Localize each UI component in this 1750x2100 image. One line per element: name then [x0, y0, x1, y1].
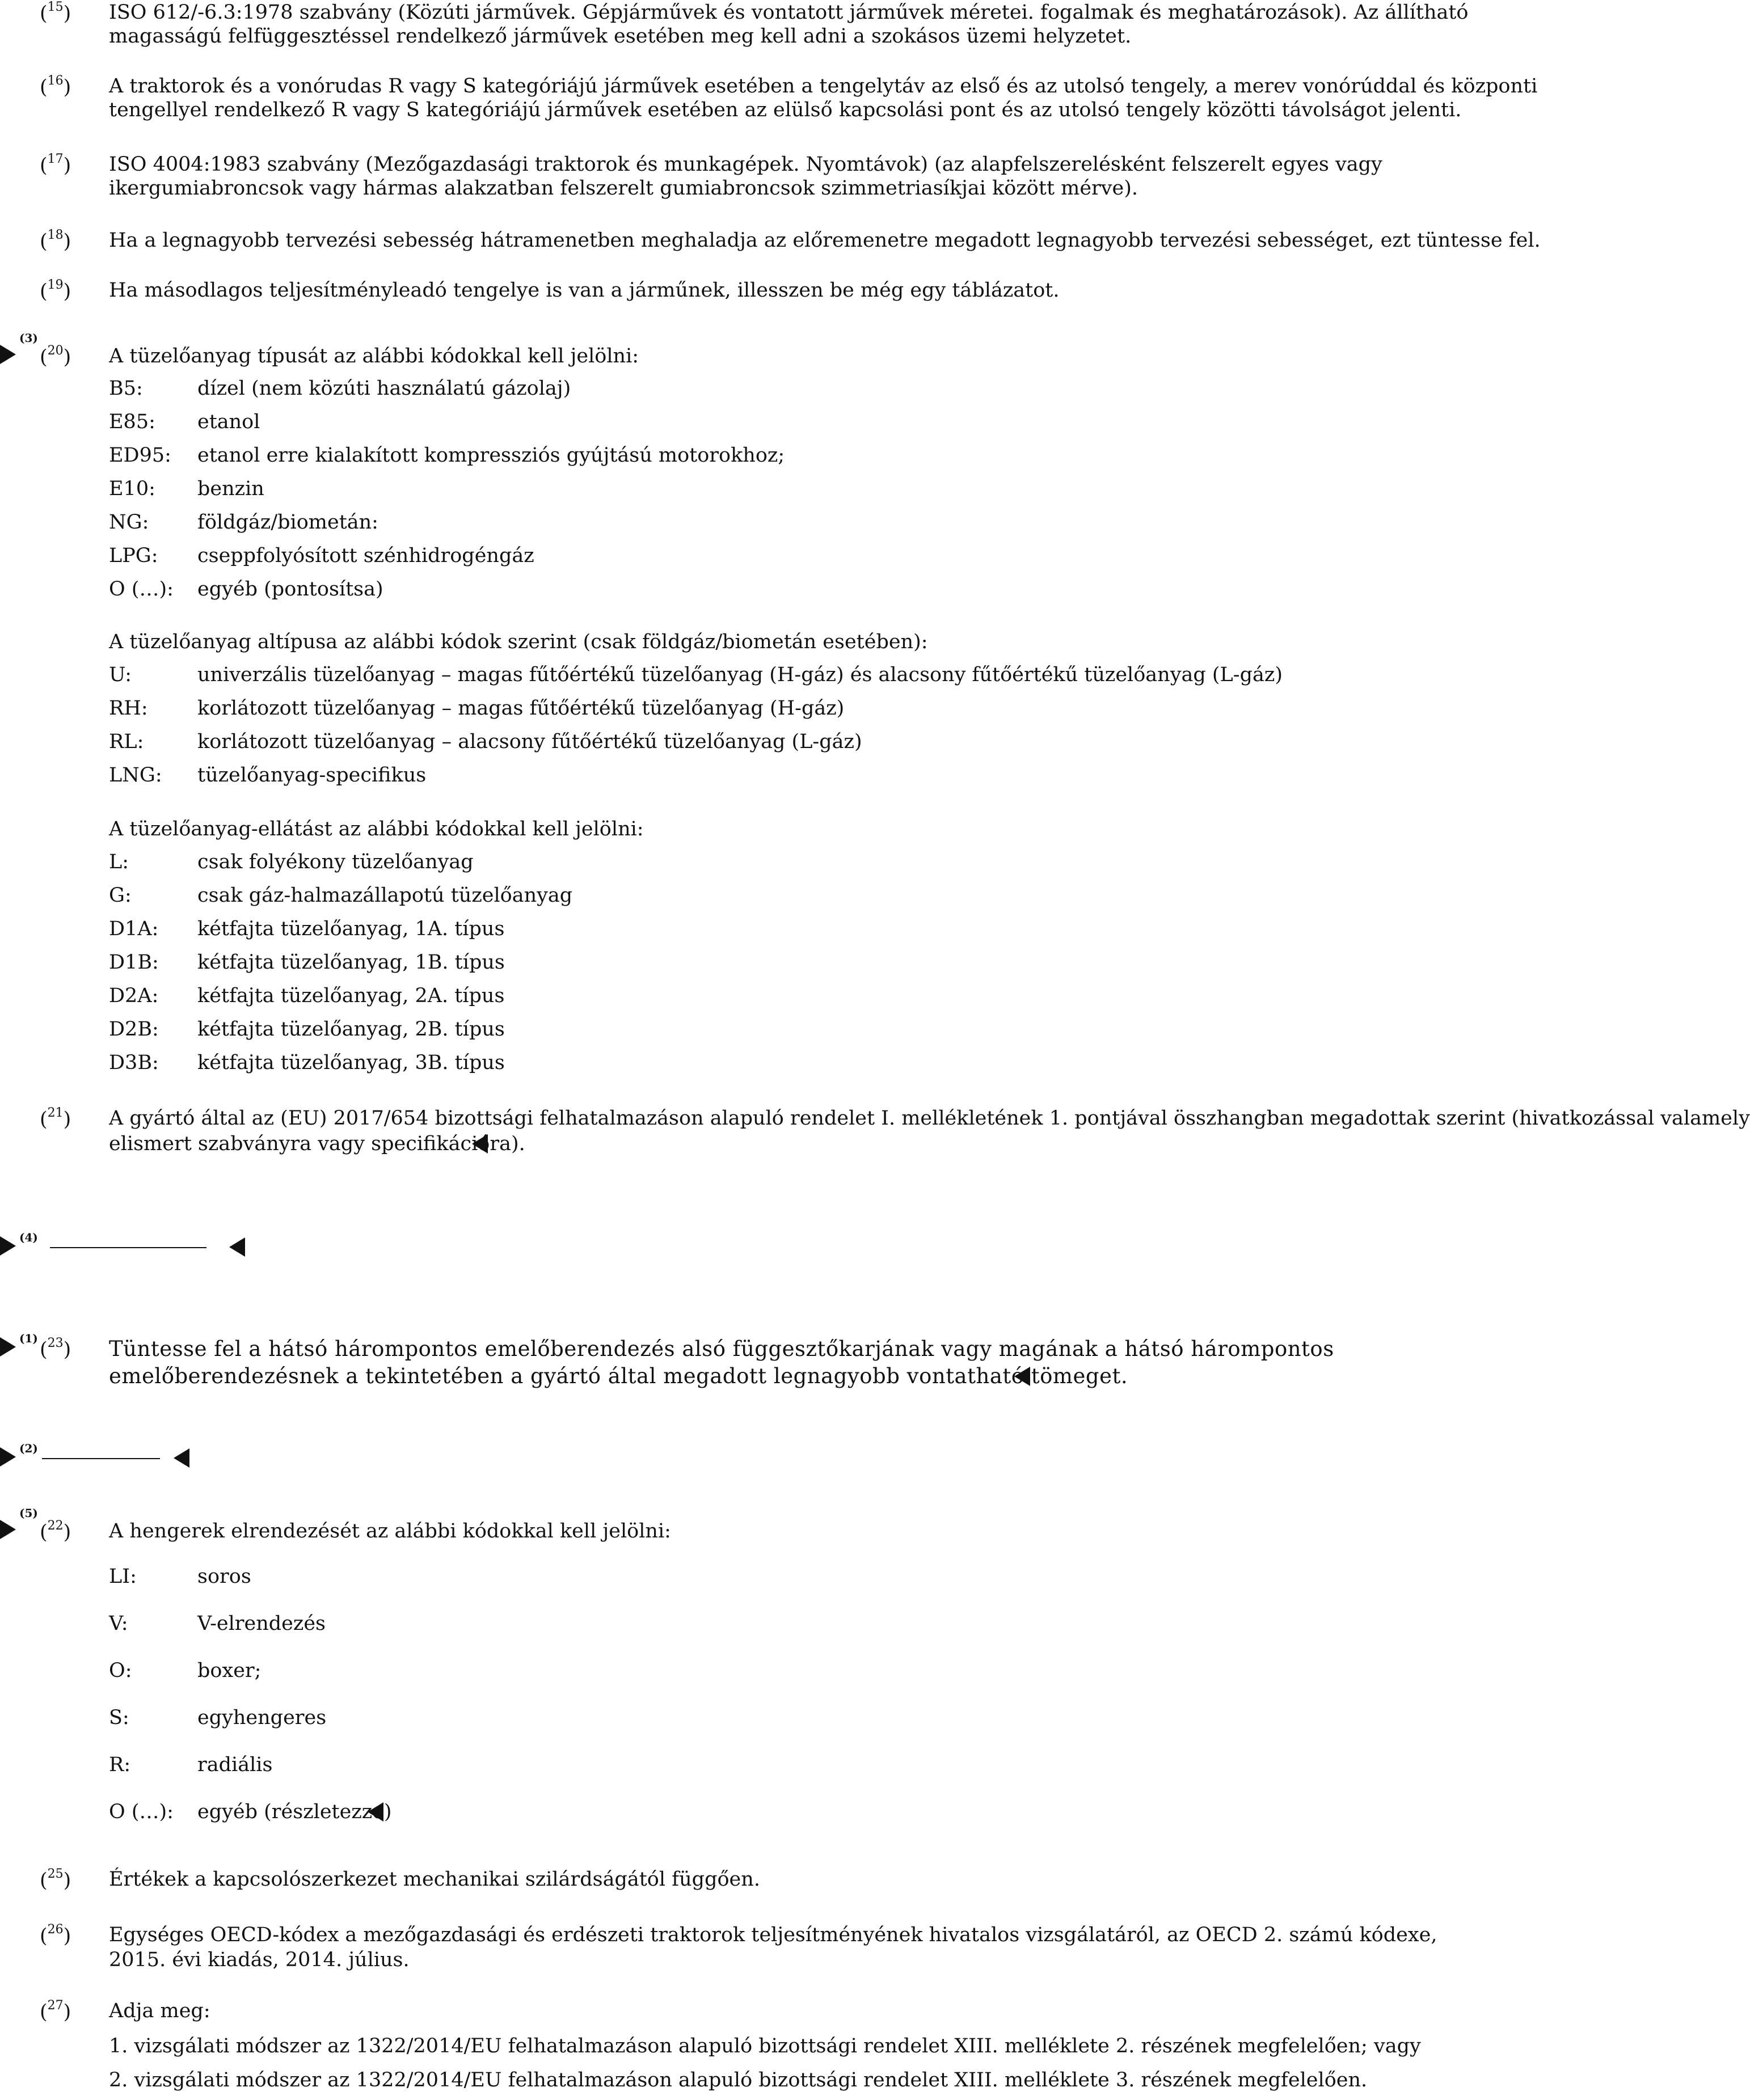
footnote-number: ($^{23}$)	[40, 1336, 71, 1361]
amendment-end-arrow-icon	[229, 1237, 245, 1257]
fuel-supply-desc: csak folyékony tüzelőanyag	[197, 851, 474, 873]
fuel-type-code: B5:	[109, 377, 143, 400]
footnote-number: ($^{27}$)	[40, 1998, 71, 2023]
cylinder-arrangement-intro: A hengerek elrendezését az alábbi kódokkal kell jelölni:	[109, 1520, 671, 1543]
fuel-type-desc: benzin	[197, 478, 264, 500]
amendment-end-arrow-icon	[1014, 1367, 1030, 1386]
cylinder-desc: boxer;	[197, 1659, 262, 1682]
cylinder-desc: egyhengeres	[197, 1706, 327, 1729]
cylinder-code: R:	[109, 1753, 131, 1776]
amendment-marker: (2)	[19, 1442, 38, 1455]
fuel-supply-code: D1B:	[109, 951, 159, 974]
amendment-start-arrow-icon	[0, 1236, 16, 1256]
cylinder-code: S:	[109, 1706, 129, 1729]
fuel-supply-desc: csak gáz-halmazállapotú tüzelőanyag	[197, 884, 573, 907]
deleted-text-rule	[50, 1247, 206, 1248]
footnote-27-item-2: 2. vizsgálati módszer az 1322/2014/EU felhatalmazáson alapuló bizottsági rendelet XIII. melléklete 3. részének megfelelően.	[109, 2069, 1368, 2091]
footnote-19-text: Ha másodlagos teljesítményleadó tengelye is van a járműnek, illesszen be még egy táblázatot.	[109, 279, 1060, 302]
footnote-16-line-1: A traktorok és a vonórudas R vagy S kategóriájú járművek esetében a tengelytáv az első és az utolsó tengely, a merev vonórúddal és központi	[109, 75, 1538, 98]
fuel-type-code: O (…):	[109, 578, 174, 601]
fuel-supply-intro: A tüzelőanyag-ellátást az alábbi kódokkal kell jelölni:	[109, 818, 644, 840]
amendment-start-arrow-icon	[0, 345, 16, 364]
fuel-subtype-desc: korlátozott tüzelőanyag – alacsony fűtőértékű tüzelőanyag (L-gáz)	[197, 730, 862, 753]
footnote-27-intro: Adja meg:	[109, 2000, 210, 2022]
amendment-start-arrow-icon	[0, 1520, 16, 1539]
fuel-subtype-desc: univerzális tüzelőanyag – magas fűtőértékű tüzelőanyag (H-gáz) és alacsony fűtőértékű tüzelőanyag (L-gáz)	[197, 664, 1283, 686]
fuel-supply-code: D1A:	[109, 918, 159, 940]
footnote-15-line-2: magasságú felfüggesztéssel rendelkező járművek esetében meg kell adni a szokásos üzemi helyzetet.	[109, 25, 1132, 48]
fuel-type-desc: etanol erre kialakított kompressziós gyújtású motorokhoz;	[197, 444, 785, 467]
fuel-subtype-intro: A tüzelőanyag altípusa az alábbi kódok szerint (csak földgáz/biometán esetében):	[109, 631, 928, 653]
amendment-marker: (3)	[19, 331, 38, 345]
fuel-type-code: E85:	[109, 411, 155, 433]
fuel-type-desc: etanol	[197, 411, 260, 433]
footnote-23-line-2: emelőberendezésnek a tekintetében a gyártó által megadott legnagyobb vontatható tömeget.	[109, 1364, 1128, 1388]
fuel-type-desc: földgáz/biometán:	[197, 511, 378, 534]
cylinder-desc: radiális	[197, 1753, 273, 1776]
footnote-17-line-1: ISO 4004:1983 szabvány (Mezőgazdasági traktorok és munkagépek. Nyomtávok) (az alapfelszerelésként felszerelt egyes vagy	[109, 153, 1382, 176]
footnote-21-line-2: elismert szabványra vagy specifikációra).	[109, 1133, 525, 1155]
fuel-supply-desc: kétfajta tüzelőanyag, 2B. típus	[197, 1018, 505, 1041]
fuel-type-code: ED95:	[109, 444, 171, 467]
fuel-supply-desc: kétfajta tüzelőanyag, 3B. típus	[197, 1051, 505, 1074]
fuel-type-desc: egyéb (pontosítsa)	[197, 578, 383, 601]
fuel-supply-desc: kétfajta tüzelőanyag, 1A. típus	[197, 918, 505, 940]
cylinder-code: O:	[109, 1659, 132, 1682]
footnote-25-text: Értékek a kapcsolószerkezet mechanikai szilárdságától függően.	[109, 1868, 760, 1891]
footnote-21-line-1: A gyártó által az (EU) 2017/654 bizottsági felhatalmazáson alapuló rendelet I. mellékletének 1. pontjával összhangban megadottak szerint (hivatkozással valamely	[109, 1107, 1750, 1130]
amendment-marker: (5)	[19, 1506, 38, 1520]
fuel-subtype-code: RH:	[109, 697, 148, 720]
fuel-supply-desc: kétfajta tüzelőanyag, 1B. típus	[197, 951, 505, 974]
footnote-number: ($^{20}$)	[40, 344, 71, 369]
footnote-number: ($^{16}$)	[40, 74, 71, 99]
fuel-supply-code: L:	[109, 851, 129, 873]
footnote-number: ($^{17}$)	[40, 152, 71, 177]
footnote-18-text: Ha a legnagyobb tervezési sebesség hátramenetben meghaladja az előremenetre megadott legnagyobb tervezési sebességet, ezt tüntesse fel.	[109, 229, 1541, 252]
fuel-supply-desc: kétfajta tüzelőanyag, 2A. típus	[197, 984, 505, 1007]
amendment-end-arrow-icon	[174, 1448, 189, 1468]
fuel-type-code: LPG:	[109, 544, 158, 567]
cylinder-desc: egyéb (részletezze)	[197, 1801, 392, 1823]
cylinder-desc: V-elrendezés	[197, 1612, 326, 1635]
amendment-end-arrow-icon	[368, 1802, 383, 1822]
footnote-26-line-1: Egységes OECD-kódex a mezőgazdasági és erdészeti traktorok teljesítményének hivatalos vizsgálatáról, az OECD 2. számú kódexe,	[109, 1924, 1437, 1946]
fuel-subtype-desc: tüzelőanyag-specifikus	[197, 764, 427, 787]
amendment-start-arrow-icon	[0, 1337, 16, 1357]
fuel-supply-code: D2A:	[109, 984, 159, 1007]
footnote-23-line-1: Tüntesse fel a hátsó hárompontos emelőberendezés alsó függesztőkarjának vagy magának a hátsó hárompontos	[109, 1337, 1334, 1361]
footnote-number: ($^{15}$)	[40, 0, 71, 25]
footnote-number: ($^{19}$)	[40, 278, 71, 303]
fuel-type-code: NG:	[109, 511, 149, 534]
amendment-end-arrow-icon	[472, 1134, 488, 1153]
footnote-27-item-1: 1. vizsgálati módszer az 1322/2014/EU felhatalmazáson alapuló bizottsági rendelet XIII. melléklete 2. részének megfelelően; vagy	[109, 2035, 1421, 2057]
footnote-number: ($^{22}$)	[40, 1519, 71, 1544]
fuel-subtype-code: LNG:	[109, 764, 162, 787]
amendment-marker: (4)	[19, 1231, 38, 1244]
fuel-supply-code: D3B:	[109, 1051, 159, 1074]
footnote-17-line-2: ikergumiabroncsok vagy hármas alakzatban felszerelt gumiabroncsok szimmetriasíkjai között mérve).	[109, 177, 1138, 200]
fuel-subtype-code: RL:	[109, 730, 144, 753]
cylinder-desc: soros	[197, 1565, 251, 1588]
cylinder-code: LI:	[109, 1565, 137, 1588]
fuel-type-code: E10:	[109, 478, 155, 500]
fuel-type-intro: A tüzelőanyag típusát az alábbi kódokkal kell jelölni:	[109, 345, 639, 367]
footnote-number: ($^{26}$)	[40, 1922, 71, 1947]
fuel-subtype-desc: korlátozott tüzelőanyag – magas fűtőértékű tüzelőanyag (H-gáz)	[197, 697, 845, 720]
amendment-start-arrow-icon	[0, 1447, 16, 1467]
fuel-supply-code: G:	[109, 884, 132, 907]
footnote-15-line-1: ISO 612/-6.3:1978 szabvány (Közúti járművek. Gépjárművek és vontatott járművek méretei. fogalmak és meghatározások). Az állítható	[109, 1, 1469, 24]
fuel-supply-code: D2B:	[109, 1018, 159, 1041]
fuel-type-desc: dízel (nem közúti használatú gázolaj)	[197, 377, 571, 400]
amendment-marker: (1)	[19, 1332, 38, 1345]
cylinder-code: O (…):	[109, 1801, 174, 1823]
footnote-number: ($^{21}$)	[40, 1106, 71, 1131]
deleted-text-rule	[42, 1458, 160, 1459]
fuel-subtype-code: U:	[109, 664, 132, 686]
footnote-26-line-2: 2015. évi kiadás, 2014. július.	[109, 1949, 410, 1971]
cylinder-code: V:	[109, 1612, 128, 1635]
footnote-16-line-2: tengellyel rendelkező R vagy S kategóriájú járművek esetében az elülső kapcsolási pont és az utolsó tengely közötti távolságot jelenti.	[109, 99, 1462, 121]
fuel-type-desc: cseppfolyósított szénhidrogéngáz	[197, 544, 534, 567]
footnote-number: ($^{25}$)	[40, 1867, 71, 1892]
footnote-number: ($^{18}$)	[40, 228, 71, 253]
